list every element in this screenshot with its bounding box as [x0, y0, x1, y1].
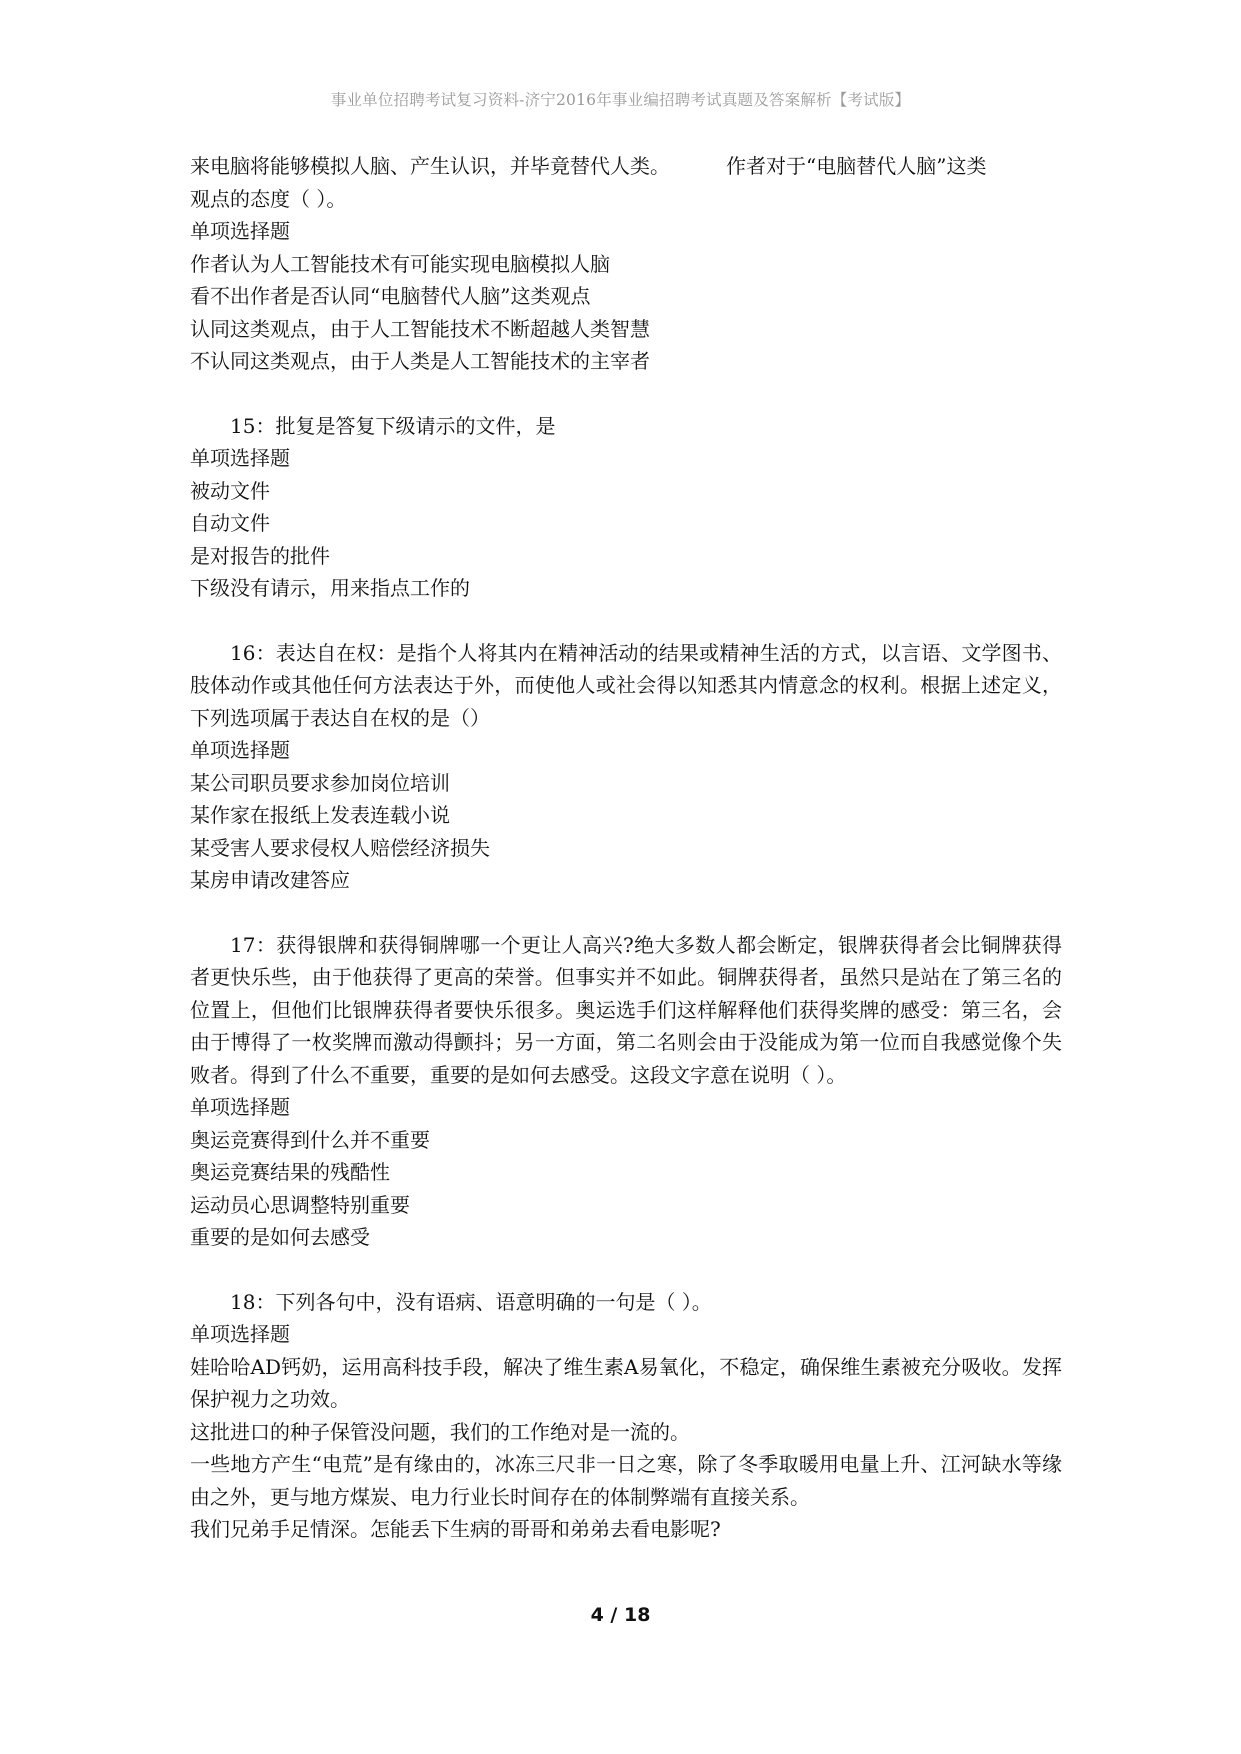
option: 作者认为人工智能技术有可能实现电脑模拟人脑 [190, 251, 610, 276]
question-text: 15：批复是答复下级请示的文件，是 [230, 413, 556, 438]
document-body [190, 150, 1062, 1546]
question-17 [190, 929, 1062, 1254]
option: 某受害人要求侵权人赔偿经济损失 [190, 835, 490, 860]
option: 奥运竞赛结果的残酷性 [190, 1160, 390, 1184]
question-type: 单项选择题 [190, 219, 290, 243]
question-16 [190, 637, 1062, 897]
question-14-continuation [190, 150, 1062, 378]
option: 自动文件 [190, 511, 270, 535]
question-type: 单项选择题 [190, 738, 290, 762]
question-18 [190, 1286, 1062, 1546]
question-text: 18：下列各句中，没有语病、语意明确的一句是（ ）。 [230, 1289, 712, 1314]
option: 是对报告的批件 [190, 543, 330, 568]
question-type: 单项选择题 [190, 1095, 290, 1119]
option: 某作家在报纸上发表连载小说 [190, 803, 450, 827]
option: 下级没有请示，用来指点工作的 [190, 576, 470, 600]
question-text: 17：获得银牌和获得铜牌哪一个更让人高兴?绝大多数人都会断定，银牌获得者会比铜牌获得者更快乐些，由于他获得了更高的荣誉。但事实并不如此。铜牌获得者，虽然只是站在了第三名的位置上，但他们比银牌获得者要快乐很多。奥运选手们这样解释他们获得奖牌的感受：第三名，会由于博得了一枚奖牌而激动得颤抖；另一方面，第二名则会由于没能成为第一位而自我感觉像个失败者。得到了什么不重要，重要的是如何去感受。这段文字意在说明（ ）。 [190, 932, 1062, 1087]
question-prompt: 作者对于“电脑替代人脑”这类 [726, 154, 987, 178]
running-header: 事业单位招聘考试复习资料-济宁2016年事业编招聘考试真题及答案解析【考试版】 [330, 91, 911, 109]
question-15 [190, 410, 1062, 605]
option: 某房申请改建答应 [190, 868, 350, 892]
option: 奥运竞赛得到什么并不重要 [190, 1127, 430, 1152]
option: 被动文件 [190, 478, 270, 503]
passage-ending: 来电脑将能够模拟人脑、产生认识，并毕竟替代人类。 [190, 154, 670, 178]
page-number: 4 / 18 [590, 1604, 651, 1626]
option: 娃哈哈AD钙奶，运用高科技手段，解决了维生素A易氧化，不稳定，确保维生素被充分吸收。发挥保护视力之功效。 [190, 1354, 1062, 1411]
option: 不认同这类观点，由于人类是人工智能技术的主宰者 [190, 349, 650, 373]
question-type: 单项选择题 [190, 446, 290, 470]
option: 一些地方产生“电荒”是有缘由的，冰冻三尺非一日之寒，除了冬季取暖用电量上升、江河缺水等缘由之外，更与地方煤炭、电力行业长时间存在的体制弊端有直接关系。 [190, 1452, 1062, 1509]
question-text-line [190, 150, 1062, 183]
option: 重要的是如何去感受 [190, 1225, 370, 1249]
option: 我们兄弟手足情深。怎能丢下生病的哥哥和弟弟去看电影呢? [190, 1517, 721, 1541]
option: 认同这类观点，由于人工智能技术不断超越人类智慧 [190, 316, 650, 341]
option: 看不出作者是否认同“电脑替代人脑”这类观点 [190, 284, 591, 308]
option: 运动员心思调整特别重要 [190, 1192, 410, 1217]
question-type: 单项选择题 [190, 1322, 290, 1346]
question-text: 16：表达自在权：是指个人将其内在精神活动的结果或精神生活的方式，以言语、文学图书、肢体动作或其他任何方法表达于外，而使他人或社会得以知悉其内情意念的权利。根据上述定义，下列选项属于表达自在权的是（） [190, 640, 1062, 730]
option: 某公司职员要求参加岗位培训 [190, 770, 450, 795]
option: 这批进口的种子保管没问题，我们的工作绝对是一流的。 [190, 1419, 690, 1444]
question-text-line: 观点的态度（ ）。 [190, 186, 347, 211]
